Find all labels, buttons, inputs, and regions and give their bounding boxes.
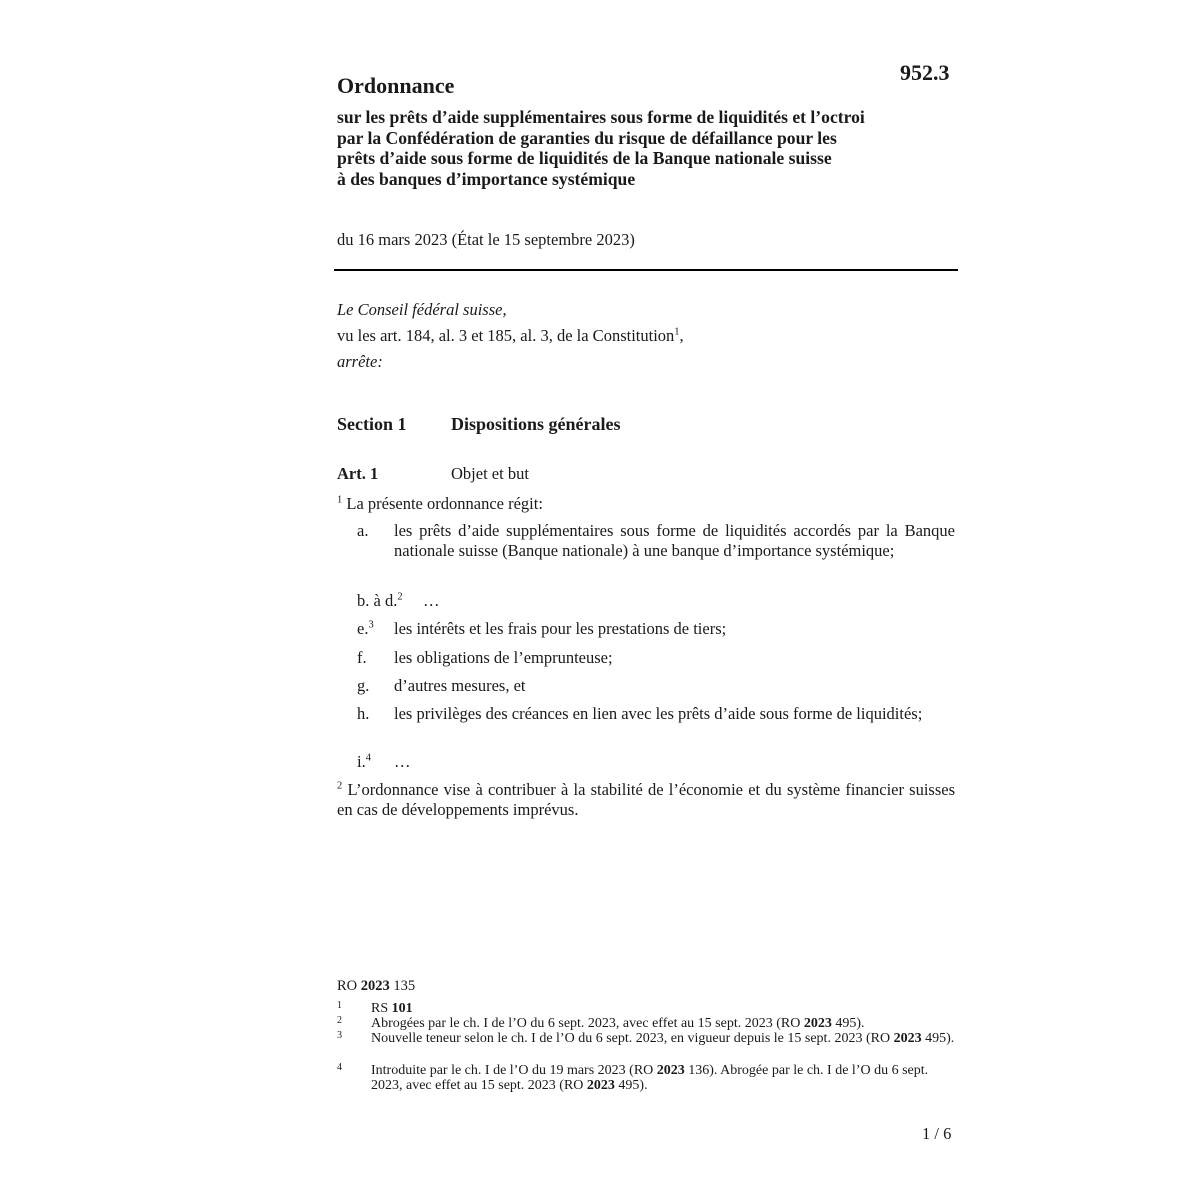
footnote-text-part: Introduite par le ch. I de l’O du 19 mars 2023 (RO — [371, 1063, 657, 1078]
preamble-basis — [337, 326, 684, 346]
footnote-text — [371, 1016, 955, 1031]
paragraph-text: La présente ordonnance régit: — [346, 494, 543, 513]
paragraph-text: L’ordonnance vise à contribuer à la stabilité de l’économie et du système financier suisses en cas de développements imprévus. — [337, 780, 956, 819]
footnote-text-part: 495). — [614, 1078, 648, 1093]
footnote-4 — [337, 1063, 955, 1093]
footnote-text — [371, 1063, 955, 1093]
list-item — [357, 676, 955, 696]
list-item — [357, 704, 955, 724]
section-label: Section 1 — [337, 414, 407, 434]
subtitle-line: prêts d’aide sous forme de liquidités de la Banque nationale suisse — [337, 148, 832, 168]
footnote-text-part: RS — [371, 1001, 392, 1016]
footnote-text-bold: 2023 — [586, 1078, 615, 1093]
footnote-text-bold: 2023 — [656, 1063, 685, 1078]
footnote-number: 1 — [337, 1000, 342, 1011]
ro-reference — [337, 978, 415, 995]
article-paragraph-1 — [337, 494, 543, 514]
document-title: Ordonnance — [337, 73, 455, 98]
footnote-ref-2[interactable]: 2 — [397, 591, 403, 603]
list-item-text: les intérêts et les frais pour les prestations de tiers; — [394, 619, 727, 638]
footnote-text-part: Nouvelle teneur selon le ch. I de l’O du 6 sept. 2023, en vigueur depuis le 15 sept. 2023 (RO — [371, 1031, 894, 1046]
subtitle-line: à des banques d’importance systémique — [337, 168, 636, 189]
footnote-ref-1[interactable]: 1 — [674, 326, 680, 338]
list-item-letter: g. — [357, 676, 370, 695]
footnote-2 — [337, 1016, 955, 1031]
section-title: Dispositions générales — [451, 414, 621, 434]
footnote-text-bold: 2023 — [893, 1031, 922, 1046]
subtitle-line: sur les prêts d’aide supplémentaires sous forme de liquidités et l’octroi — [337, 107, 865, 127]
list-item-letter-text: e. — [357, 619, 369, 638]
list-item — [357, 752, 955, 772]
list-item-text: les privilèges des créances en lien avec les prêts d’aide sous forme de liquidités; — [394, 704, 923, 723]
document-date: du 16 mars 2023 (État le 15 septembre 2023) — [337, 230, 635, 249]
list-item-text: les prêts d’aide supplémentaires sous forme de liquidités accordés par la Banque nationale suisse (Banque nationale) à une banque d’importance systémique; — [394, 521, 955, 560]
footnote-number: 4 — [337, 1062, 342, 1073]
article-label: Art. 1 — [337, 464, 379, 483]
preamble-authority: Le Conseil fédéral suisse, — [337, 300, 507, 319]
preamble-basis-end: , — [679, 326, 684, 345]
list-item — [357, 591, 955, 611]
preamble-basis-text: vu les art. 184, al. 3 et 185, al. 3, de la Constitution — [337, 326, 675, 345]
footnote-1 — [337, 1001, 955, 1016]
footnote-ref-3[interactable]: 3 — [368, 619, 374, 631]
list-item-letter: h. — [357, 704, 370, 723]
paragraph-number: 2 — [337, 780, 343, 792]
paragraph-number: 1 — [337, 494, 343, 506]
list-item-letter-text: i. — [357, 752, 366, 771]
subtitle-line: par la Confédération de garanties du risque de défaillance pour les — [337, 127, 837, 148]
list-item-letter-text: b. à d. — [357, 591, 398, 610]
rs-number: 952.3 — [900, 60, 950, 85]
footnote-text-part: Abrogées par le ch. I de l’O du 6 sept. 2023, avec effet au 15 sept. 2023 (RO — [371, 1016, 804, 1031]
list-item-letter: a. — [357, 521, 369, 540]
preamble-decree: arrête: — [337, 352, 383, 371]
list-item-text: d’autres mesures, et — [394, 676, 526, 695]
footnote-text — [371, 1001, 955, 1016]
list-item-text: … — [423, 591, 440, 610]
list-item — [357, 521, 955, 561]
ro-page: 135 — [393, 978, 416, 994]
footnote-text-part: 495). — [921, 1031, 955, 1046]
list-item-text: les obligations de l’emprunteuse; — [394, 648, 613, 667]
list-item-letter — [357, 619, 374, 639]
list-item — [357, 648, 955, 668]
article-title: Objet et but — [451, 464, 529, 483]
footnote-text-part: 136). Abrogée par le ch. I de l’O du 6 sept. 2023, avec effet au 15 sept. 2023 (RO — [371, 1063, 929, 1093]
list-item — [357, 619, 955, 639]
list-item-text: … — [394, 752, 411, 771]
footnote-text-bold: 2023 — [803, 1016, 832, 1031]
article-paragraph-2 — [337, 780, 955, 820]
header-divider — [334, 269, 958, 271]
ro-prefix: RO — [337, 978, 358, 994]
footnote-3 — [337, 1031, 955, 1046]
footnote-text-part: 495). — [831, 1016, 865, 1031]
list-item-letter — [357, 591, 403, 611]
list-item-letter — [357, 752, 371, 772]
footnote-text — [371, 1031, 955, 1046]
footnote-number: 3 — [337, 1030, 342, 1041]
list-item-letter: f. — [357, 648, 367, 667]
document-subtitle — [337, 107, 967, 189]
footnote-text-bold: 101 — [391, 1001, 413, 1016]
ro-year: 2023 — [360, 978, 390, 994]
footnote-ref-4[interactable]: 4 — [365, 752, 371, 764]
footnote-number: 2 — [337, 1015, 342, 1026]
page-number: 1 / 6 — [922, 1124, 952, 1143]
